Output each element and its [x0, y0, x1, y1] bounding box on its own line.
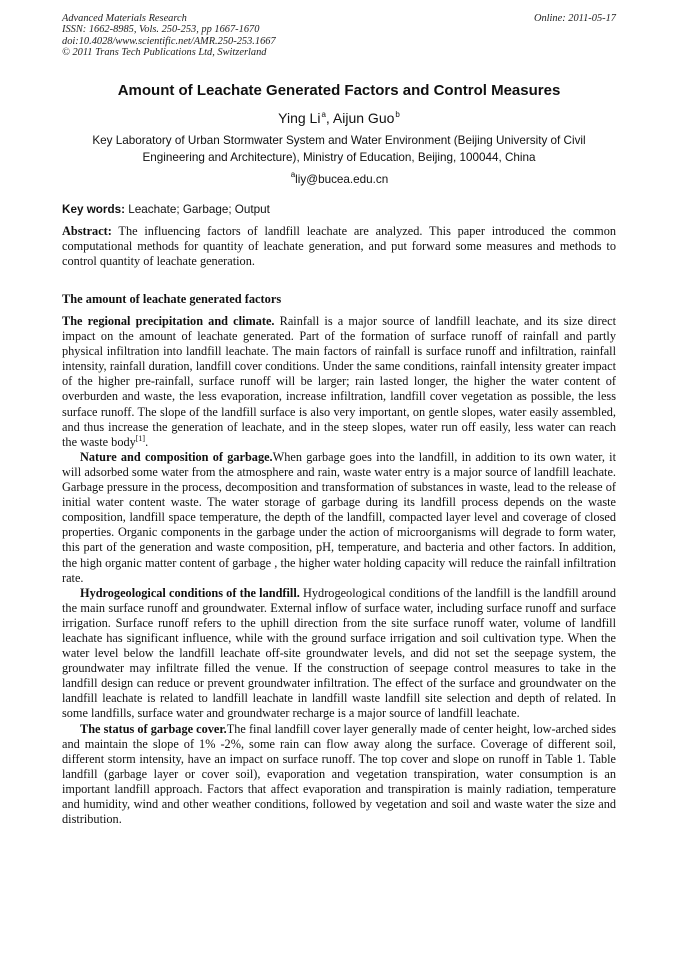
author-mark: b [395, 110, 400, 119]
author-separator: , [325, 110, 333, 126]
paragraph-lead: The status of garbage cover. [80, 721, 227, 736]
author-mark: a [321, 110, 326, 119]
copyright-line: © 2011 Trans Tech Publications Ltd, Switzerland [62, 47, 267, 59]
affiliation: Key Laboratory of Urban Stormwater System and Water Environment (Beijing University of Civil Engineering and Architecture), Ministry of Education, Beijing, 100044, China [92, 134, 586, 164]
citation-ref: [1] [135, 433, 146, 443]
paragraph-lead: The regional precipitation and climate. [62, 314, 275, 328]
author-name: Aijun Guo [332, 110, 395, 126]
paragraph-garbage-cover [62, 722, 616, 828]
paper-title: Amount of Leachate Generated Factors and Control Measures [117, 82, 561, 99]
paragraph-garbage-nature [62, 450, 616, 586]
email-address: liy@bucea.edu.cn [295, 173, 389, 186]
email-mark: a [290, 170, 296, 179]
paragraph-precipitation [62, 314, 616, 450]
paragraph-lead: Hydrogeological conditions of the landfill. [80, 585, 300, 600]
paragraph-text: The final landfill cover layer generally made of center height, low-arched sides and maintain the slope of 1% -2%, some rain can flow away along the surface. Coverage of different soil, different storm intensity, have an impact on surface runoff. The top cover and slope on runoff in Table 1. Table landfill (garbage layer or cover soil), evaporation and vegetation transpiration, water consumption is an important landfill approach. Factors that affect evaporation and transpiration is mainly radiation, temperature and humidity, wind and other weather conditions, followed by vegetation and soil and waste water the size and distribution. [62, 721, 616, 827]
issn-line: ISSN: 1662-8985, Vols. 250-253, pp 1667-1670 [62, 24, 260, 36]
paragraph-tail: . [145, 434, 149, 449]
abstract-label: Abstract: [62, 224, 112, 238]
keywords-label: Key words: [62, 203, 125, 216]
online-date: Online: 2011-05-17 [533, 13, 616, 24]
doi-line: doi:10.4028/www.scientific.net/AMR.250-253.1667 [62, 35, 276, 47]
main-body [62, 314, 616, 827]
abstract-text: The influencing factors of landfill leachate are analyzed. This paper introduced the common computational methods for quantity of leachate generation, and put forward some measures and methods to control quantity of leachate generation. [62, 224, 616, 269]
author-list [62, 106, 616, 127]
journal-name: Advanced Materials Research [62, 13, 187, 24]
keywords [62, 203, 616, 217]
paragraph-text: Hydrogeological conditions of the landfill is the landfill around the main surface runoff and groundwater. External inflow of surface water, including surface runoff and surface irrigation. Surface runoff refers to the uphill direction from the site surface runoff water, volume of landfill leachate has significant influence, while with the ground surface irrigation and soil cultivation type. When the water level below the landfill leachate off-site groundwater levels, and did not set the seepage system, the groundwater may infiltrate filled the venue. If the construction of seepage control measures to take in the landfill design can reduce or prevent groundwater infiltration. The effect of the surface and groundwater on the landfill leachate is related to landfill leachate in landfill waste landfill site selection and depth of related. In some landfills, surface water and groundwater recharge is a major source of landfill leachate. [62, 585, 616, 721]
author-name: Ying Li [278, 110, 321, 126]
keywords-text: Leachate; Garbage; Output [125, 203, 270, 216]
paragraph-text: When garbage goes into the landfill, in addition to its own water, it will adsorbed some water from the atmosphere and rain, waste water entry is a major source of landfill leachate. Garbage pressure in the process, decomposition and transformation of substances in waste, lead to the release of initial water content waste. The water storage of garbage during its landfill process depends on the waste composition, landfill space temperature, the depth of the landfill, compacted layer level and coverage of closed properties. Organic components in the garbage under the action of microorganisms will degrade to form water, this part of the generation and waste composition, pH, temperature, and bacteria and other factors. In addition, the high organic matter content of garbage , the higher water holding capacity will reduce the rainfall infiltration rate. [62, 449, 616, 585]
section-heading: The amount of leachate generated factors [62, 292, 282, 306]
paragraph-text: Rainfall is a major source of landfill leachate, and its size direct impact on the amount of leachate generated. Part of the formation of surface runoff of rainfall and partly physical infiltration into landfill leachate. The main factors of rainfall is surface runoff and infiltration, rainfall intensity, rainfall duration, landfill cover conditions. Under the same conditions, rainfall intensity greater impact of the higher pre-rainfall, surface runoff will be larger; rain lasted longer, the higher the water content of overburden and waste, the less evaporation, increase infiltration, landfill cover vegetation as possible, the less surface runoff. The slope of the landfill surface is also very important, on gentle slopes, water easily assembled, and thus increase the generation of leachate, and in the steep slopes, water run off easily, less water can reach the waste body [62, 314, 616, 449]
email-line [62, 167, 616, 187]
journal-header [62, 13, 616, 59]
paragraph-hydrogeology [62, 586, 616, 722]
paragraph-lead: Nature and composition of garbage. [80, 449, 273, 464]
abstract [62, 224, 616, 269]
